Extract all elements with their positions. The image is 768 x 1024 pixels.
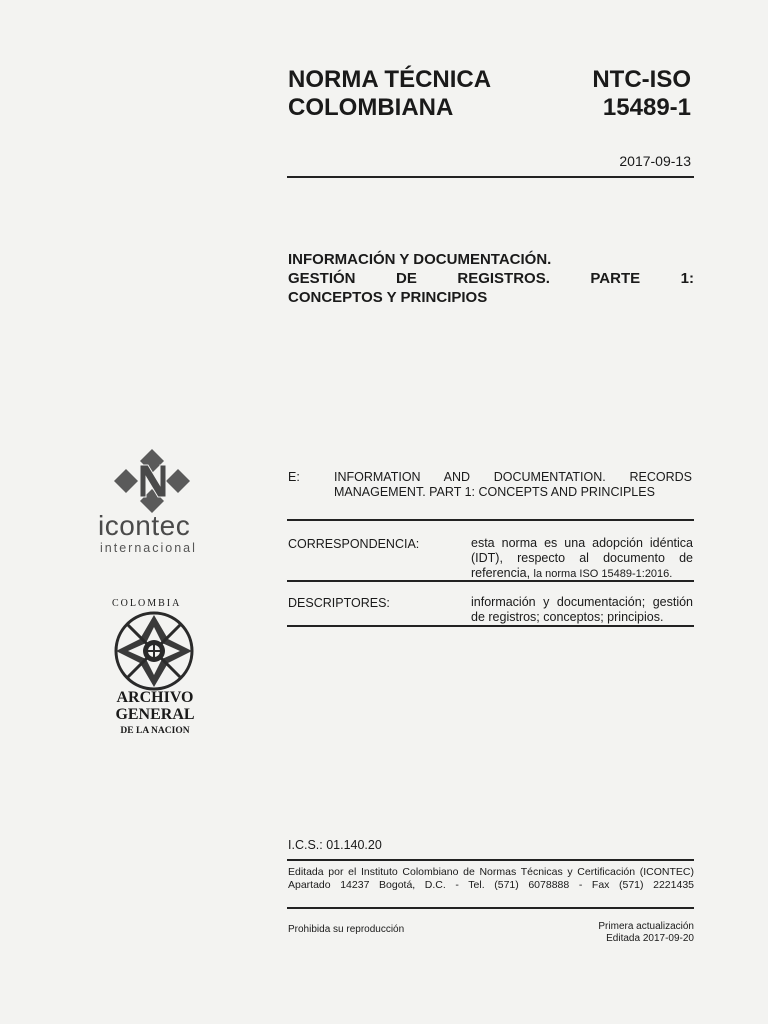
standard-code	[592, 66, 691, 122]
title-line-2: COLOMBIANA	[288, 94, 454, 121]
publication-date: 2017-09-13	[619, 153, 691, 169]
descriptors-line-2: de registros; conceptos; principios.	[471, 610, 664, 624]
standard-title-line-2: GESTIÓN DE REGISTROS. PARTE 1:	[288, 270, 694, 287]
publisher-info	[288, 866, 694, 892]
correspondence-line-3a: referencia,	[471, 566, 534, 580]
code-line-1: NTC-ISO	[592, 66, 691, 93]
descriptors-line-1: información y documentación; gestión	[471, 595, 693, 609]
english-title-line-2: MANAGEMENT. PART 1: CONCEPTS AND PRINCIPLES	[334, 485, 655, 499]
standard-title-line-3: CONCEPTOS Y PRINCIPIOS	[288, 289, 488, 306]
correspondence-label: CORRESPONDENCIA:	[288, 537, 420, 551]
english-title	[334, 470, 692, 500]
publisher-divider	[287, 907, 694, 909]
title-line-1: NORMA TÉCNICA	[288, 66, 492, 93]
descriptors-text	[471, 595, 693, 625]
correspondence-divider	[287, 580, 694, 582]
agn-name	[108, 689, 202, 723]
ics-divider	[287, 859, 694, 861]
correspondence-line-2: (IDT), respecto al documento de	[471, 551, 693, 565]
english-divider	[287, 519, 694, 521]
archivo-general-seal-icon	[110, 611, 198, 691]
descriptors-label: DESCRIPTORES:	[288, 596, 390, 610]
descriptors-divider	[287, 625, 694, 627]
ics-code: I.C.S.: 01.140.20	[288, 838, 382, 852]
icontec-subtitle: internacional	[100, 541, 197, 555]
agn-name-line-3: DE LA NACION	[120, 726, 190, 736]
agn-country: COLOMBIA	[112, 598, 182, 609]
standard-title-line-1: INFORMACIÓN Y DOCUMENTACIÓN.	[288, 251, 552, 268]
document-type-title	[288, 66, 491, 122]
icontec-logo-icon	[112, 447, 192, 517]
publisher-line-2: Apartado 14237 Bogotá, D.C. - Tel. (571) 6078888 - Fax (571) 2221435	[288, 879, 694, 891]
agn-name-line-1: ARCHIVO	[116, 689, 194, 706]
standard-title	[288, 250, 694, 307]
agn-name-line-2: GENERAL	[115, 706, 195, 723]
english-title-prefix: E:	[288, 470, 300, 484]
icontec-wordmark: icontec	[98, 510, 191, 541]
reproduction-notice: Prohibida su reproducción	[288, 924, 405, 935]
correspondence-line-1: esta norma es una adopción idéntica	[471, 536, 693, 550]
correspondence-line-3b: la norma ISO 15489-1:2016.	[533, 568, 673, 580]
english-title-line-1: INFORMATION AND DOCUMENTATION. RECORDS	[334, 470, 692, 484]
update-line-1: Primera actualización	[598, 921, 694, 932]
publisher-line-1: Editada por el Instituto Colombiano de Normas Técnicas y Certificación (ICONTEC)	[288, 866, 694, 878]
update-line-2: Editada 2017-09-20	[606, 933, 694, 944]
update-info	[598, 921, 694, 945]
header-divider	[287, 176, 694, 178]
code-line-2: 15489-1	[602, 94, 691, 121]
correspondence-text	[471, 536, 693, 582]
